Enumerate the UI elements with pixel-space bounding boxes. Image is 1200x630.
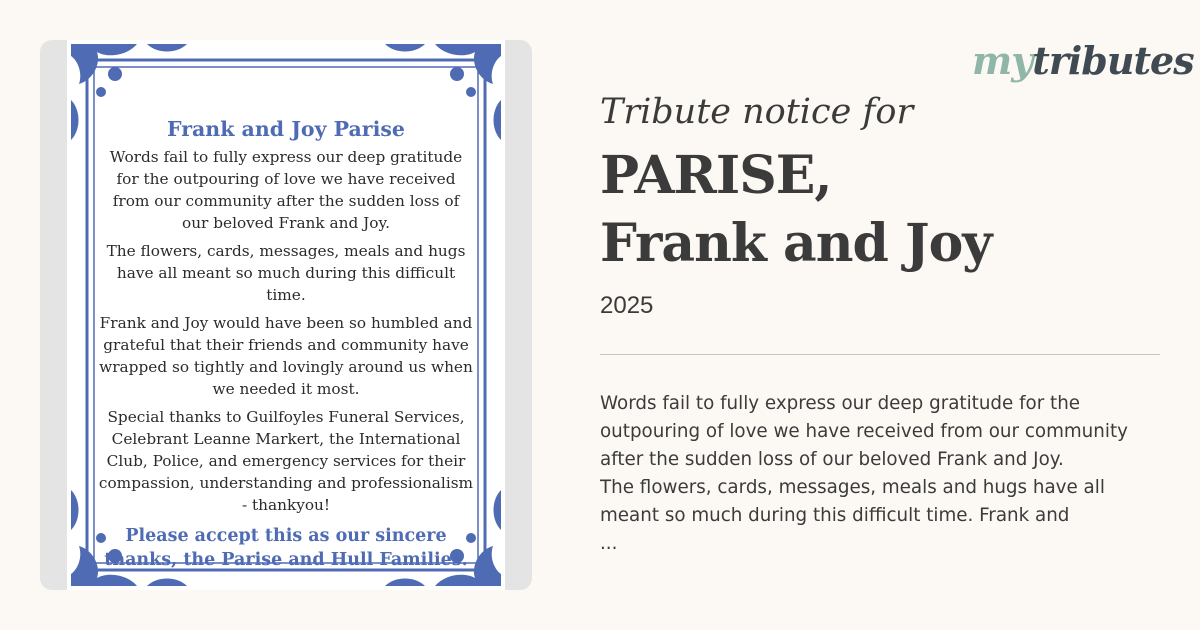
notice-text [98,118,474,572]
tribute-label: Tribute notice for [600,92,914,132]
divider [600,354,1160,355]
notice-closing: Please accept this as our sincere thanks, the Parise and Hull Families. [104,526,468,570]
notice-paragraph: The flowers, cards, messages, meals and hugs have all meant so much during this difficult time. [106,242,466,304]
notice-title: Frank and Joy Parise [167,117,405,141]
brand-logo[interactable] [972,38,1194,83]
excerpt-line: outpouring of love we have received from our community [600,421,1128,442]
tribute-notice-image [40,40,532,590]
brand-logo-my: my [972,38,1033,83]
tribute-year: 2025 [600,292,654,319]
excerpt-line: The flowers, cards, messages, meals and hugs have all [600,477,1105,498]
notice-paragraph: Special thanks to Guilfoyles Funeral Services, Celebrant Leanne Markert, the International Club, Police, and emergency services for their compassion, understanding and professionalism - thankyou! [98,408,474,514]
deceased-given-names: Frank and Joy [600,213,992,274]
deceased-name [600,142,1180,278]
brand-logo-tributes: tributes [1032,38,1194,83]
excerpt-line: meant so much during this difficult time. Frank and [600,505,1070,526]
excerpt-ellipsis: ... [600,533,618,554]
notice-paragraph: Words fail to fully express our deep gratitude for the outpouring of love we have received from our community after the sudden loss of our beloved Frank and Joy. [109,148,463,232]
tribute-excerpt [600,390,1190,558]
excerpt-line: Words fail to fully express our deep gratitude for the [600,393,1081,414]
excerpt-line: after the sudden loss of our beloved Frank and Joy. [600,449,1064,470]
notice-paragraph: Frank and Joy would have been so humbled and grateful that their friends and community have wrapped so tightly and lovingly around us when we needed it most. [99,314,473,398]
deceased-surname: PARISE, [600,145,832,206]
